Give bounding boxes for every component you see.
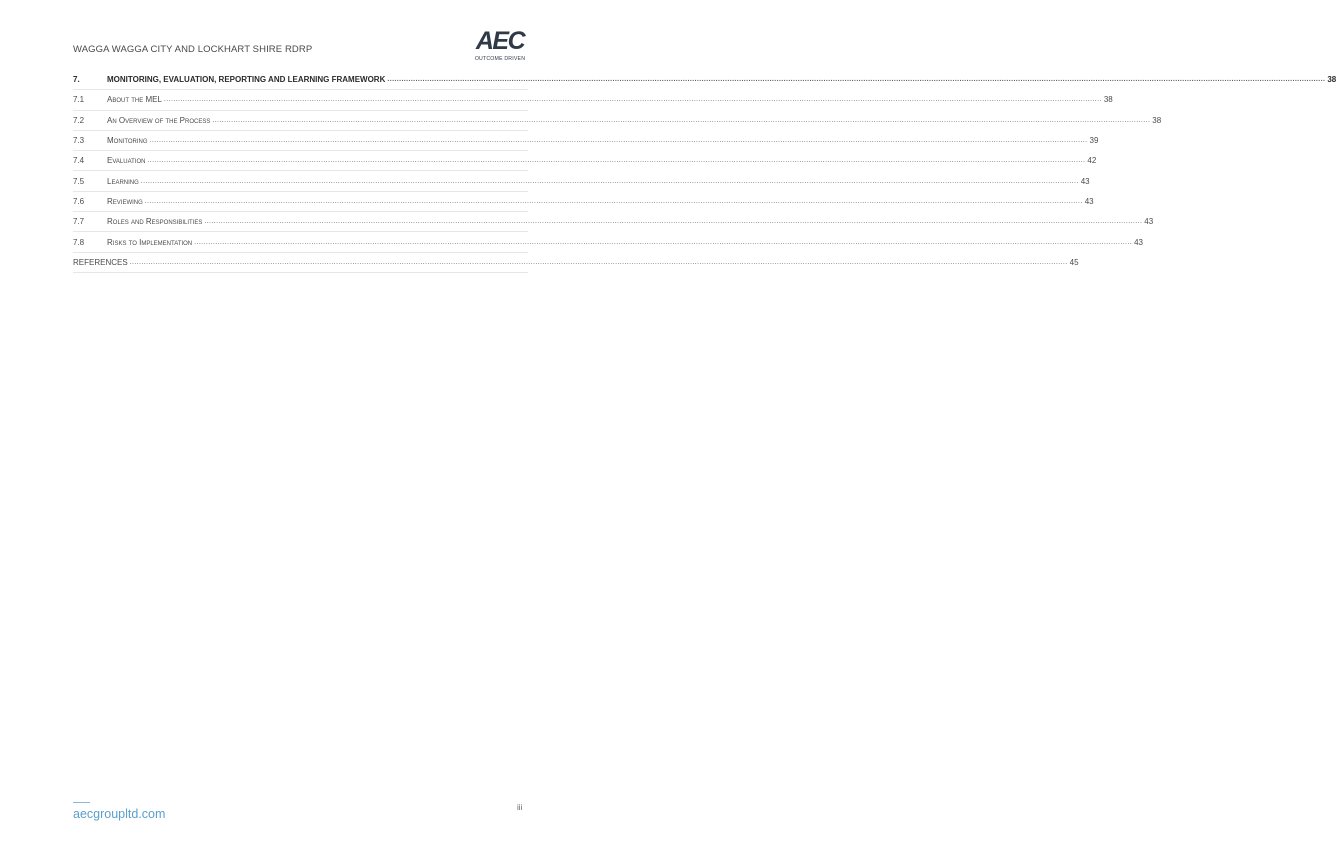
toc-entry-number: 7.3 <box>73 136 85 146</box>
aec-logo <box>471 27 529 65</box>
toc-entry-number: 7.4 <box>73 156 85 166</box>
toc-entry-title: MONITORING, EVALUATION, REPORTING AND LEARNING FRAMEWORK <box>107 75 386 85</box>
toc-entry[interactable] <box>73 212 1154 232</box>
toc-entry-number: 7.7 <box>73 217 85 227</box>
toc-dot-leader: ................................................................................................................................................................................................................................................................................................................................................................................................................ <box>149 137 1088 145</box>
toc-entry[interactable] <box>73 253 1079 273</box>
toc-dot-leader: ................................................................................................................................................................................................................................................................................................................................................................................................................ <box>163 96 1102 104</box>
toc-entry-page: 38 <box>1327 75 1336 85</box>
toc-entry-title: About the MEL <box>107 95 162 105</box>
toc-entry-number: 7.8 <box>73 237 85 247</box>
toc-entry-number: 7.1 <box>73 95 85 105</box>
toc-entry[interactable] <box>73 70 1336 90</box>
toc-entry-page: 38 <box>1152 115 1162 125</box>
toc-entry-title: REFERENCES <box>73 257 128 267</box>
toc-dot-leader: ................................................................................................................................................................................................................................................................................................................................................................................................................ <box>212 116 1151 124</box>
toc-dot-leader: ................................................................................................................................................................................................................................................................................................................................................................................................................ <box>140 177 1079 185</box>
toc-entry[interactable] <box>73 131 1099 151</box>
toc-entry-title: Risks to Implementation <box>107 237 193 247</box>
footer-website-link[interactable]: aecgroupltd.com <box>73 807 166 821</box>
toc-entry[interactable] <box>73 111 1162 131</box>
toc-entry[interactable] <box>73 90 1113 110</box>
toc-entry-page: 43 <box>1134 237 1143 247</box>
toc-entry-page: 43 <box>1084 196 1094 206</box>
table-of-contents <box>73 70 1336 273</box>
logo-tagline: OUTCOME DRIVEN <box>474 56 526 62</box>
toc-dot-leader: ................................................................................................................................................................................................................................................................................................................................................................................................................ <box>387 76 1326 84</box>
page-number: iii <box>517 803 523 812</box>
toc-dot-leader: ................................................................................................................................................................................................................................................................................................................................................................................................................ <box>194 238 1133 246</box>
footer-rule <box>73 802 90 803</box>
toc-entry-title: Reviewing <box>107 196 143 206</box>
toc-entry-title: An Overview of the Process <box>107 115 211 125</box>
toc-entry-title: Evaluation <box>107 156 146 166</box>
toc-entry-page: 45 <box>1069 257 1079 267</box>
toc-entry-number: 7.2 <box>73 115 85 125</box>
toc-entry-page: 43 <box>1080 176 1090 186</box>
toc-dot-leader: ................................................................................................................................................................................................................................................................................................................................................................................................................ <box>144 197 1083 205</box>
toc-entry-page: 39 <box>1089 136 1099 146</box>
toc-entry-number: 7.6 <box>73 196 85 206</box>
toc-entry-number: 7.5 <box>73 176 85 186</box>
toc-entry-page: 38 <box>1103 95 1113 105</box>
toc-entry-title: Learning <box>107 176 139 186</box>
toc-entry[interactable] <box>73 232 1143 252</box>
toc-dot-leader: ................................................................................................................................................................................................................................................................................................................................................................................................................ <box>129 258 1068 266</box>
toc-entry[interactable] <box>73 192 1094 212</box>
toc-dot-leader: ................................................................................................................................................................................................................................................................................................................................................................................................................ <box>147 157 1086 165</box>
toc-entry-title: Monitoring <box>107 136 148 146</box>
toc-entry-page: 42 <box>1087 156 1097 166</box>
toc-dot-leader: ................................................................................................................................................................................................................................................................................................................................................................................................................ <box>204 218 1143 226</box>
toc-entry-title: Roles and Responsibilities <box>107 217 203 227</box>
document-header-title: WAGGA WAGGA CITY AND LOCKHART SHIRE RDRP <box>73 44 313 55</box>
toc-entry[interactable] <box>73 151 1097 171</box>
logo-mark: AEC <box>475 27 525 55</box>
toc-entry[interactable] <box>73 171 1090 191</box>
toc-entry-page: 43 <box>1144 217 1154 227</box>
toc-entry-number: 7. <box>73 75 80 85</box>
